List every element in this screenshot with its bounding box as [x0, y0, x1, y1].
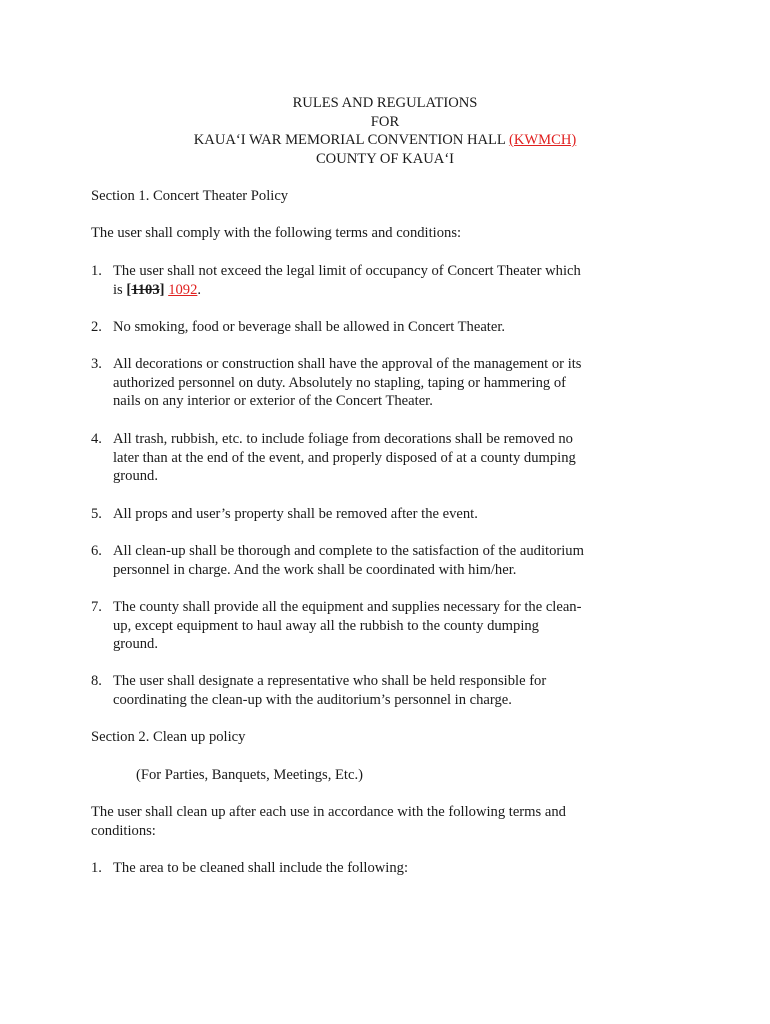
list-item-line: All props and user’s property shall be removed after the event.: [113, 506, 478, 522]
list-item-number: 4.: [91, 431, 102, 447]
list-item-number: 3.: [91, 356, 102, 372]
list-item-line: No smoking, food or beverage shall be allowed in Concert Theater.: [113, 319, 506, 335]
list-item-line: ground.: [113, 636, 158, 653]
list-item-line: personnel in charge. And the work shall be coordinated with him/her.: [113, 561, 517, 578]
list-item-text: [113, 598, 693, 654]
list-item-text: [113, 542, 693, 579]
occupancy-suffix: .: [197, 281, 202, 298]
list-item-text: [113, 318, 693, 337]
list-item-number: 7.: [91, 599, 102, 615]
list-item-line: ground.: [113, 468, 158, 485]
occupancy-prefix: is: [113, 281, 127, 298]
title-line-1: RULES AND REGULATIONS: [292, 95, 478, 111]
list-item-line: up, except equipment to haul away all the rubbish to the county dumping: [113, 617, 539, 634]
list-item-number: 5.: [91, 506, 102, 522]
bracket-open: [: [126, 281, 132, 298]
list-item-text: [113, 672, 693, 709]
list-item-line: The area to be cleaned shall include the following:: [113, 860, 409, 876]
list-item-line: later than at the end of the event, and properly disposed of at a county dumping: [113, 449, 576, 466]
list-item-line: nails on any interior or exterior of the Concert Theater.: [113, 393, 433, 410]
document-title: [0, 94, 770, 168]
list-item-line: The user shall designate a representative who shall be held responsible for: [113, 673, 547, 689]
list-item-line: All trash, rubbish, etc. to include foliage from decorations shall be removed no: [113, 431, 573, 447]
title-line-2: FOR: [370, 113, 400, 130]
list-item-line: coordinating the clean-up with the auditorium’s personnel in charge.: [113, 691, 512, 708]
occupancy-line: [113, 281, 693, 300]
title-line-3-text: KAUA‘I WAR MEMORIAL CONVENTION HALL: [193, 132, 509, 148]
title-line-3: [0, 131, 770, 150]
list-item-text: [113, 505, 693, 524]
section-2-intro-line: The user shall clean up after each use in accordance with the following terms and: [91, 804, 566, 820]
list-item-number: 1.: [91, 263, 102, 279]
list-item-number: 2.: [91, 319, 102, 335]
section-2-subheading: (For Parties, Banquets, Meetings, Etc.): [136, 767, 363, 783]
section-1-intro: The user shall comply with the following terms and conditions:: [91, 225, 462, 241]
bracket-close: ]: [159, 281, 165, 298]
section-2-intro: [91, 803, 691, 840]
list-item-number: 8.: [91, 673, 102, 689]
list-item-line: All decorations or construction shall have the approval of the management or its: [113, 356, 582, 372]
list-item-number: 6.: [91, 543, 102, 559]
list-item-text: [113, 430, 693, 486]
inserted-acronym: (KWMCH): [508, 132, 577, 148]
list-item-text: [113, 355, 693, 411]
list-item-text: [113, 859, 693, 878]
section-1-heading: Section 1. Concert Theater Policy: [91, 188, 289, 204]
list-item-line: The user shall not exceed the legal limit of occupancy of Concert Theater which: [113, 263, 581, 279]
deleted-occupancy: 1103: [131, 281, 160, 298]
list-item-number: 1.: [91, 860, 102, 876]
inserted-occupancy: 1092: [168, 281, 198, 298]
list-item-line: authorized personnel on duty. Absolutely no stapling, taping or hammering of: [113, 374, 566, 391]
list-item-line: All clean-up shall be thorough and complete to the satisfaction of the auditorium: [113, 543, 584, 559]
list-item-text: [113, 262, 693, 299]
section-2-heading: Section 2. Clean up policy: [91, 729, 246, 745]
list-item-line: The county shall provide all the equipment and supplies necessary for the clean-: [113, 599, 582, 615]
title-line-4: COUNTY OF KAUA‘I: [315, 150, 455, 167]
section-2-intro-line: conditions:: [91, 822, 156, 839]
